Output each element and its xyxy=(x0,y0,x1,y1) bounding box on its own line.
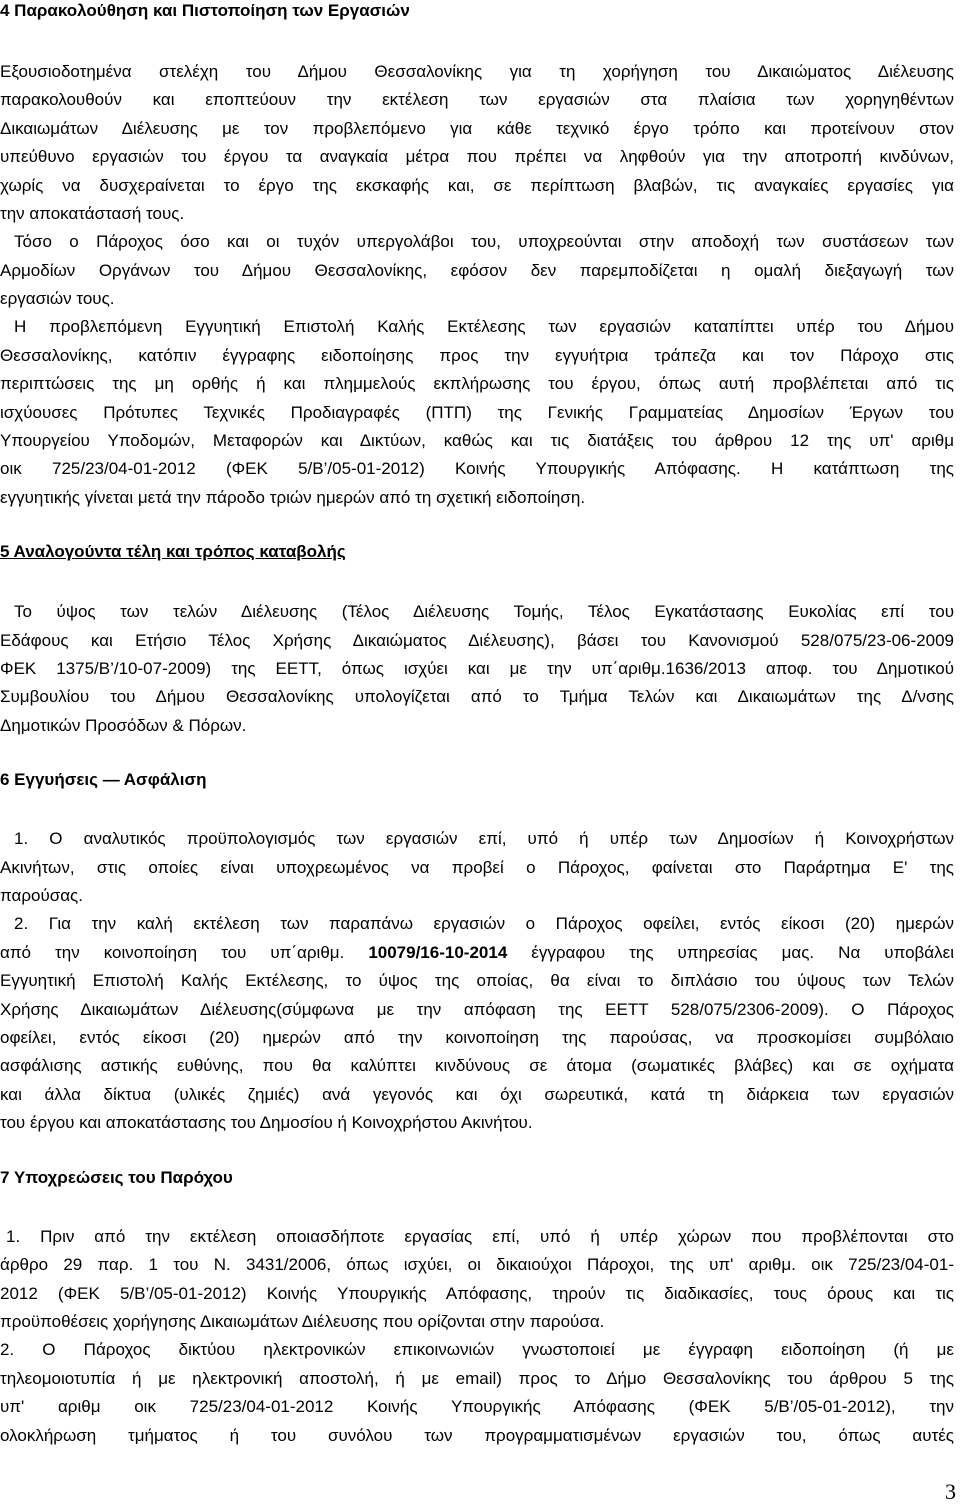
section-4-heading: 4 Παρακολούθηση και Πιστοποίηση των Εργασιών xyxy=(0,1,410,20)
text-line: Εγγυητική Επιστολή Καλής Εκτέλεσης, το ύψος της οποίας, θα είναι το διπλάσιο του ύψους των Τελών xyxy=(0,971,954,990)
text-line: ασφάλισης αστικής ευθύνης, που θα καλύπτει κινδύνους σε άτομα (σωματικές βλάβες) και σε οχήματα xyxy=(0,1056,954,1075)
text-line: Η προβλεπόμενη Εγγυητική Επιστολή Καλής Εκτέλεσης των εργασιών καταπίπτει υπέρ του Δήμου xyxy=(14,317,954,336)
text-line: Συμβουλίου του Δήμου Θεσσαλονίκης υπολογίζεται από το Τμήμα Τελών και Δικαιωμάτων της Δ/νσης xyxy=(0,687,954,706)
text-line: Το ύψος των τελών Διέλευσης (Τέλος Διέλευσης Τομής, Τέλος Εγκατάστασης Ευκολίας επί του xyxy=(14,602,954,621)
text-line: οφείλει, εντός είκοσι (20) ημερών από την κοινοποίηση της παρούσας, να προσκομίσει συμβόλαιο xyxy=(0,1028,954,1047)
text-line: εργασιών τους. xyxy=(0,289,115,308)
text-line: 1. Ο αναλυτικός προϋπολογισμός των εργασιών επί, υπό ή υπέρ των Δημοσίων ή Κοινοχρήστων xyxy=(14,829,954,848)
text-line: Τόσο ο Πάροχος όσο και οι τυχόν υπεργολάβοι του, υποχρεούνται στην αποδοχή των συστάσεων των xyxy=(14,232,954,251)
text-line: ισχύουσες Πρότυπες Τεχνικές Προδιαγραφές (ΠΤΠ) της Γενικής Γραμματείας Δημοσίων Έργων του xyxy=(0,403,954,422)
text-line: υπεύθυνο εργασιών του έργου τα αναγκαία μέτρα που πρέπει να ληφθούν για την αποτροπή κινδύνων, xyxy=(0,147,954,166)
text-line: Αρμοδίων Οργάνων του Δήμου Θεσσαλονίκης, εφόσον δεν παρεμποδίζεται η ομαλή διεξαγωγή των xyxy=(0,261,954,280)
text-line: την αποκατάστασή τους. xyxy=(0,204,185,223)
text-line xyxy=(0,939,954,967)
text-line: Υπουργείου Υποδομών, Μεταφορών και Δικτύων, καθώς και τις διατάξεις του άρθρου 12 της υπ' αριθμ xyxy=(0,431,954,450)
text-line: και άλλα δίκτυα (υλικές ζημιές) ανά γεγονός και όχι σωρευτικά, κατά τη διάρκεια των εργασιών xyxy=(0,1085,954,1104)
page-number: 3 xyxy=(945,1479,956,1504)
text-line: προϋποθέσεις χορήγησης Δικαιωμάτων Διέλευσης που ορίζονται στην παρούσα. xyxy=(0,1312,605,1331)
text-line: ΦΕΚ 1375/Β’/10-07-2009) της ΕΕΤΤ, όπως ισχύει και με την υπ΄αριθμ.1636/2013 αποφ. του Δημοτικού xyxy=(0,659,954,678)
text-line: άρθρο 29 παρ. 1 του Ν. 3431/2006, όπως ισχύει, οι δικαιούχοι Πάροχοι, της υπ' αριθμ. οικ 725/23/04-01- xyxy=(0,1255,954,1274)
text-line: Δικαιωμάτων Διέλευσης με τον προβλεπόμενο για κάθε τεχνικό έργο τρόπο και προτείνουν στον xyxy=(0,119,954,138)
text-span: από την κοινοποίηση του υπ΄αριθμ. xyxy=(0,943,369,962)
text-line: Ακινήτων, στις οποίες είναι υποχρεωμένος να προβεί ο Πάροχος, φαίνεται στο Παράρτημα Ε' της xyxy=(0,858,954,877)
section-6-heading: 6 Εγγυήσεις — Ασφάλιση xyxy=(0,770,207,789)
section-7-heading: 7 Υποχρεώσεις του Παρόχου xyxy=(0,1168,233,1187)
text-line: Δημοτικών Προσόδων & Πόρων. xyxy=(0,716,247,735)
text-line: Εδάφους και Ετήσιο Τέλος Χρήσης Δικαιώματος Διέλευσης), βάσει του Κανονισμού 528/075/23-06-2009 xyxy=(0,631,954,650)
text-line: οικ 725/23/04-01-2012 (ΦΕΚ 5/Β’/05-01-2012) Κοινής Υπουργικής Απόφασης. Η κατάπτωση της xyxy=(0,459,954,478)
text-line: 2. Για την καλή εκτέλεση των παραπάνω εργασιών ο Πάροχος οφείλει, εντός είκοσι (20) ημερών xyxy=(14,914,954,933)
text-line: Χρήσης Δικαιωμάτων Διέλευσης(σύμφωνα με την απόφαση της ΕΕΤΤ 528/075/2306-2009). Ο Πάροχος xyxy=(0,1000,954,1019)
text-line: του έργου και αποκατάστασης του Δημοσίου ή Κοινοχρήστου Ακινήτου. xyxy=(0,1113,533,1132)
text-line: παρούσας. xyxy=(0,886,83,905)
text-line: τηλεομοιοτυπία ή με ηλεκτρονική αποστολή, ή με email) προς το Δήμο Θεσσαλονίκης του άρθρου 5 της xyxy=(0,1369,954,1388)
text-line: 1. Πριν από την εκτέλεση οποιασδήποτε εργασίας επί, υπό ή υπέρ χώρων που προβλέπονται στο xyxy=(6,1227,954,1246)
text-line: υπ' αριθμ οικ 725/23/04-01-2012 Κοινής Υπουργικής Απόφασης (ΦΕΚ 5/Β’/05-01-2012), την xyxy=(0,1397,954,1416)
text-line: Εξουσιοδοτημένα στελέχη του Δήμου Θεσσαλονίκης για τη χορήγηση του Δικαιώματος Διέλευσης xyxy=(0,62,954,81)
text-line: χωρίς να δυσχεραίνεται το έργο της εκσκαφής και, σε περίπτωση βλαβών, τις αναγκαίες εργασίες για xyxy=(0,176,954,195)
section-5-heading: 5 Αναλογούντα τέλη και τρόπος καταβολής xyxy=(0,542,346,561)
text-line: περιπτώσεις της μη ορθής ή και πλημμελούς εκπλήρωσης του έργου, όπως αυτή προβλέπεται από τις xyxy=(0,374,954,393)
document-reference-number: 10079/16-10-2014 xyxy=(368,943,508,962)
text-line: 2012 (ΦΕΚ 5/Β’/05-01-2012) Κοινής Υπουργικής Απόφασης, τηρούν τις διαδικασίες, τους όρους και τις xyxy=(0,1284,954,1303)
text-line: εγγυητικής γίνεται μετά την πάροδο τριών ημερών από τη σχετική ειδοποίηση. xyxy=(0,488,586,507)
text-span: έγγραφου της υπηρεσίας μας. Να υποβάλει xyxy=(507,943,954,962)
text-line: Θεσσαλονίκης, κατόπιν έγγραφης ειδοποίησης προς την εγγυήτρια τράπεζα και τον Πάροχο στις xyxy=(0,346,954,365)
text-line: 2. Ο Πάροχος δικτύου ηλεκτρονικών επικοινωνιών γνωστοποιεί με έγγραφη ειδοποίηση (ή με xyxy=(0,1340,954,1359)
text-line: παρακολουθούν και εποπτεύουν την εκτέλεση των εργασιών στα πλαίσια των χορηγηθέντων xyxy=(0,90,954,109)
text-line: ολοκλήρωση τμήματος ή του συνόλου των προγραμματισμένων εργασιών του, όπως αυτές xyxy=(0,1426,954,1445)
